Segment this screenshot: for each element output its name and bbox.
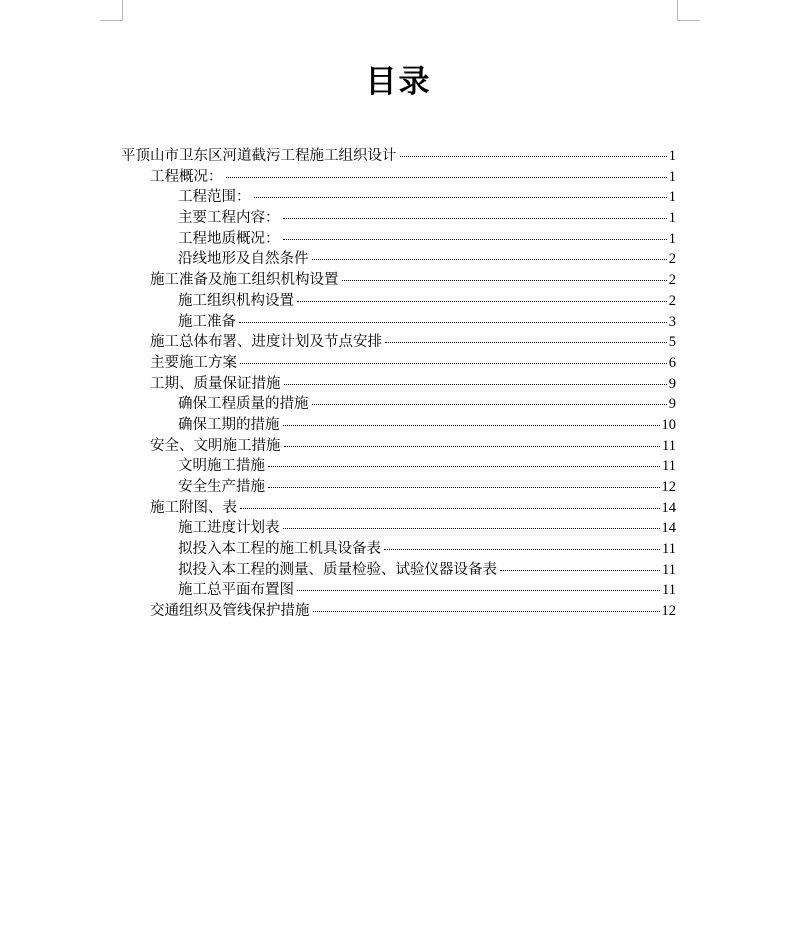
toc-page-number: 14 [661, 520, 676, 537]
toc-dot-leader [240, 362, 667, 364]
toc-page-number: 11 [662, 561, 676, 578]
toc-entry[interactable] [121, 249, 676, 270]
toc-dot-leader [297, 300, 667, 302]
toc-entry-label: 安全、文明施工措施 [150, 437, 281, 454]
toc-entry[interactable] [121, 291, 676, 312]
toc-page-number: 1 [668, 148, 676, 164]
toc-page-number: 11 [662, 437, 676, 454]
toc-dot-leader [312, 258, 667, 260]
toc-entry-label: 工程范围： [178, 189, 251, 206]
toc-entry[interactable] [121, 580, 676, 601]
toc-page-number: 14 [661, 499, 676, 516]
toc-entry-label: 确保工期的措施 [178, 416, 280, 433]
toc-dot-leader [284, 445, 661, 447]
toc-entry[interactable] [121, 374, 676, 395]
toc-dot-leader [283, 238, 667, 240]
toc-dot-leader [283, 424, 660, 426]
toc-page-number: 12 [661, 479, 676, 495]
toc-page-number: 1 [668, 210, 676, 227]
toc-dot-leader [268, 465, 660, 467]
toc-entry[interactable] [121, 146, 676, 167]
toc-page-number: 11 [662, 582, 676, 599]
toc-entry-label: 主要施工方案 [150, 354, 237, 371]
toc-entry[interactable] [121, 394, 676, 415]
toc-entry-label: 施工进度计划表 [178, 520, 280, 537]
toc-dot-leader [283, 527, 660, 529]
toc-dot-leader [283, 217, 667, 219]
toc-entry[interactable] [121, 415, 676, 436]
toc-entry[interactable] [121, 560, 676, 581]
toc-page-number: 12 [661, 603, 676, 620]
toc-page-number: 2 [668, 251, 676, 268]
toc-entry[interactable] [121, 167, 676, 188]
toc-page-number: 10 [661, 416, 676, 433]
toc-entry[interactable] [121, 353, 676, 374]
toc-dot-leader [342, 279, 667, 281]
toc-entry[interactable] [121, 208, 676, 229]
toc-entry[interactable] [121, 477, 676, 498]
toc-entry[interactable] [121, 456, 676, 477]
toc-dot-leader [284, 383, 667, 385]
toc-page-number: 3 [668, 313, 676, 330]
toc-entry-label: 工期、质量保证措施 [150, 375, 281, 392]
toc-dot-leader [240, 507, 660, 509]
toc-dot-leader [312, 403, 667, 405]
toc-entry[interactable] [121, 601, 676, 622]
toc-page-number: 9 [668, 375, 676, 392]
toc-dot-leader [297, 589, 660, 591]
toc-dot-leader [313, 610, 660, 612]
toc-entry-label: 沿线地形及自然条件 [178, 251, 309, 268]
toc-entry-label: 工程地质概况： [178, 230, 280, 247]
toc-dot-leader [385, 341, 667, 343]
toc-dot-leader [239, 321, 667, 323]
toc-entry-label: 平顶山市卫东区河道截污工程施工组织设计 [121, 148, 397, 164]
toc-entry-label: 施工总体布署、进度计划及节点安排 [150, 334, 382, 351]
toc-entry-label: 确保工程质量的措施 [178, 396, 309, 413]
toc-entry[interactable] [121, 312, 676, 333]
toc-dot-leader [500, 569, 660, 571]
toc-entry-label: 安全生产措施 [178, 479, 265, 495]
toc-page-number: 11 [662, 541, 676, 558]
toc-dot-leader [254, 196, 667, 198]
toc-page-number: 11 [662, 458, 676, 475]
toc-entry[interactable] [121, 187, 676, 208]
toc-entry-label: 交通组织及管线保护措施 [150, 603, 310, 620]
crop-mark-top-right [677, 0, 700, 21]
toc-dot-leader [268, 486, 660, 488]
toc-title: 目录 [365, 64, 432, 100]
toc-entry[interactable] [121, 539, 676, 560]
crop-mark-top-left [100, 0, 123, 21]
toc-dot-leader [384, 548, 660, 550]
toc-entry-label: 拟投入本工程的测量、质量检验、试验仪器设备表 [178, 561, 497, 578]
toc-dot-leader [400, 155, 667, 157]
toc-page-number: 1 [668, 189, 676, 206]
toc-entry[interactable] [121, 332, 676, 353]
toc-entry-label: 文明施工措施 [178, 458, 265, 475]
toc-page-number: 9 [668, 396, 676, 413]
toc-entry-label: 主要工程内容： [178, 210, 280, 227]
toc-page-number: 1 [668, 230, 676, 247]
toc-entry[interactable] [121, 518, 676, 539]
toc-entry[interactable] [121, 229, 676, 250]
toc-entry-label: 施工准备及施工组织机构设置 [150, 272, 339, 289]
toc-entry-label: 拟投入本工程的施工机具设备表 [178, 541, 381, 558]
toc-page-number: 1 [668, 168, 676, 185]
toc-entry-label: 工程概况： [150, 168, 223, 185]
toc-page-number: 5 [668, 334, 676, 351]
toc-entry[interactable] [121, 270, 676, 291]
table-of-contents [121, 146, 676, 622]
toc-page-number: 6 [668, 354, 676, 371]
toc-page-number: 2 [668, 272, 676, 289]
toc-entry-label: 施工组织机构设置 [178, 292, 294, 309]
toc-entry[interactable] [121, 436, 676, 457]
toc-entry-label: 施工总平面布置图 [178, 582, 294, 599]
toc-entry-label: 施工准备 [178, 313, 236, 330]
toc-entry-label: 施工附图、表 [150, 499, 237, 516]
toc-entry[interactable] [121, 498, 676, 519]
toc-page-number: 2 [668, 292, 676, 309]
toc-dot-leader [226, 176, 667, 178]
